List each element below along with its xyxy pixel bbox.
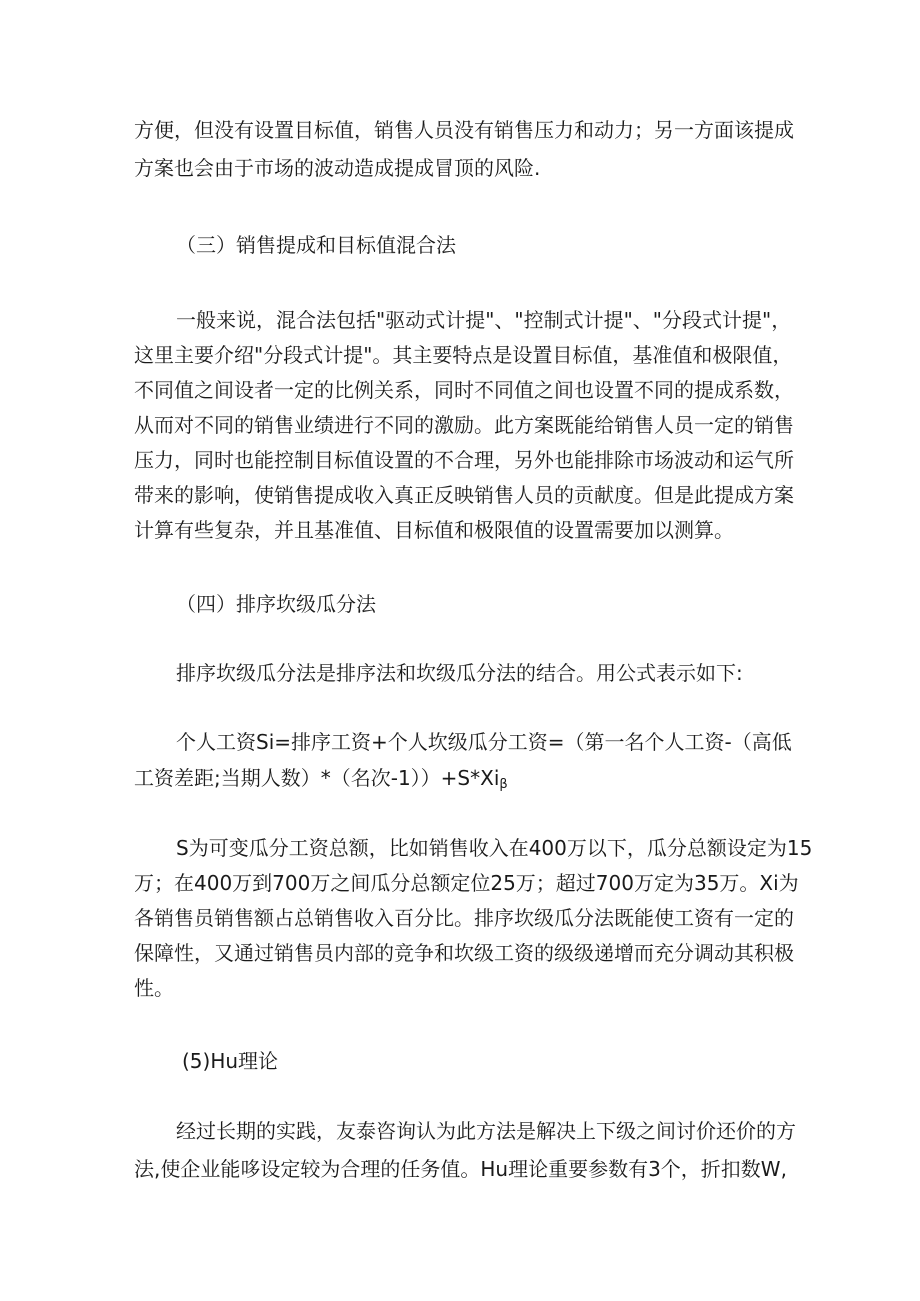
paragraph-line: 方便，但没有设置目标值，销售人员没有销售压力和动力；另一方面该提成 bbox=[134, 118, 794, 142]
paragraph-line: 性。 bbox=[134, 976, 174, 1000]
formula-subscript: β bbox=[499, 777, 508, 792]
paragraph-line: 万；在400万到700万之间瓜分总额定位25万；超过700万定为35万。Xi为 bbox=[134, 871, 799, 895]
paragraph-line: 一般来说，混合法包括"驱动式计提"、"控制式计提"、"分段式计提"， bbox=[176, 308, 792, 332]
paragraph-line: 不同值之间设者一定的比例关系，同时不同值之间也设置不同的提成系数， bbox=[134, 378, 794, 402]
paragraph-line: 方案也会由于市场的波动造成提成冒顶的风险. bbox=[134, 156, 541, 180]
paragraph-line: 计算有些复杂，并且基准值、目标值和极限值的设置需要加以测算。 bbox=[134, 518, 734, 542]
section-heading-4: （四）排序坎级瓜分法 bbox=[176, 592, 376, 616]
paragraph-line: S为可变瓜分工资总额，比如销售收入在400万以下，瓜分总额设定为15 bbox=[176, 836, 813, 860]
formula-main: 工资差距;当期人数）*（名次-1））+S*Xi bbox=[134, 766, 500, 790]
paragraph-line: 经过长期的实践，友泰咨询认为此方法是解决上下级之间讨价还价的方 bbox=[176, 1119, 796, 1143]
formula-line: 个人工资Si=排序工资+个人坎级瓜分工资=（第一名个人工资-（高低 bbox=[176, 730, 792, 754]
paragraph-line: 带来的影响，使销售提成收入真正反映销售人员的贡献度。但是此提成方案 bbox=[134, 483, 794, 507]
section-heading-3: （三）销售提成和目标值混合法 bbox=[176, 233, 456, 257]
formula-line bbox=[134, 766, 508, 797]
paragraph-line: 各销售员销售额占总销售收入百分比。排序坎级瓜分法既能使工资有一定的 bbox=[134, 906, 794, 930]
paragraph-line: 压力，同时也能控制目标值设置的不合理，另外也能排除市场波动和运气所 bbox=[134, 448, 794, 472]
section-heading-5: (5)Hu理论 bbox=[182, 1049, 279, 1073]
paragraph-line: 这里主要介绍"分段式计提"。其主要特点是设置目标值，基准值和极限值， bbox=[134, 343, 793, 367]
paragraph-line: 保障性，又通过销售员内部的竞争和坎级工资的级级递增而充分调动其积极 bbox=[134, 941, 794, 965]
paragraph-line: 排序坎级瓜分法是排序法和坎级瓜分法的结合。用公式表示如下: bbox=[176, 661, 743, 685]
paragraph-line: 法,使企业能哆设定较为合理的任务值。Hu理论重要参数有3个，折扣数W, bbox=[134, 1157, 787, 1181]
paragraph-line: 从而对不同的销售业绩进行不同的激励。此方案既能给销售人员一定的销售 bbox=[134, 413, 794, 437]
